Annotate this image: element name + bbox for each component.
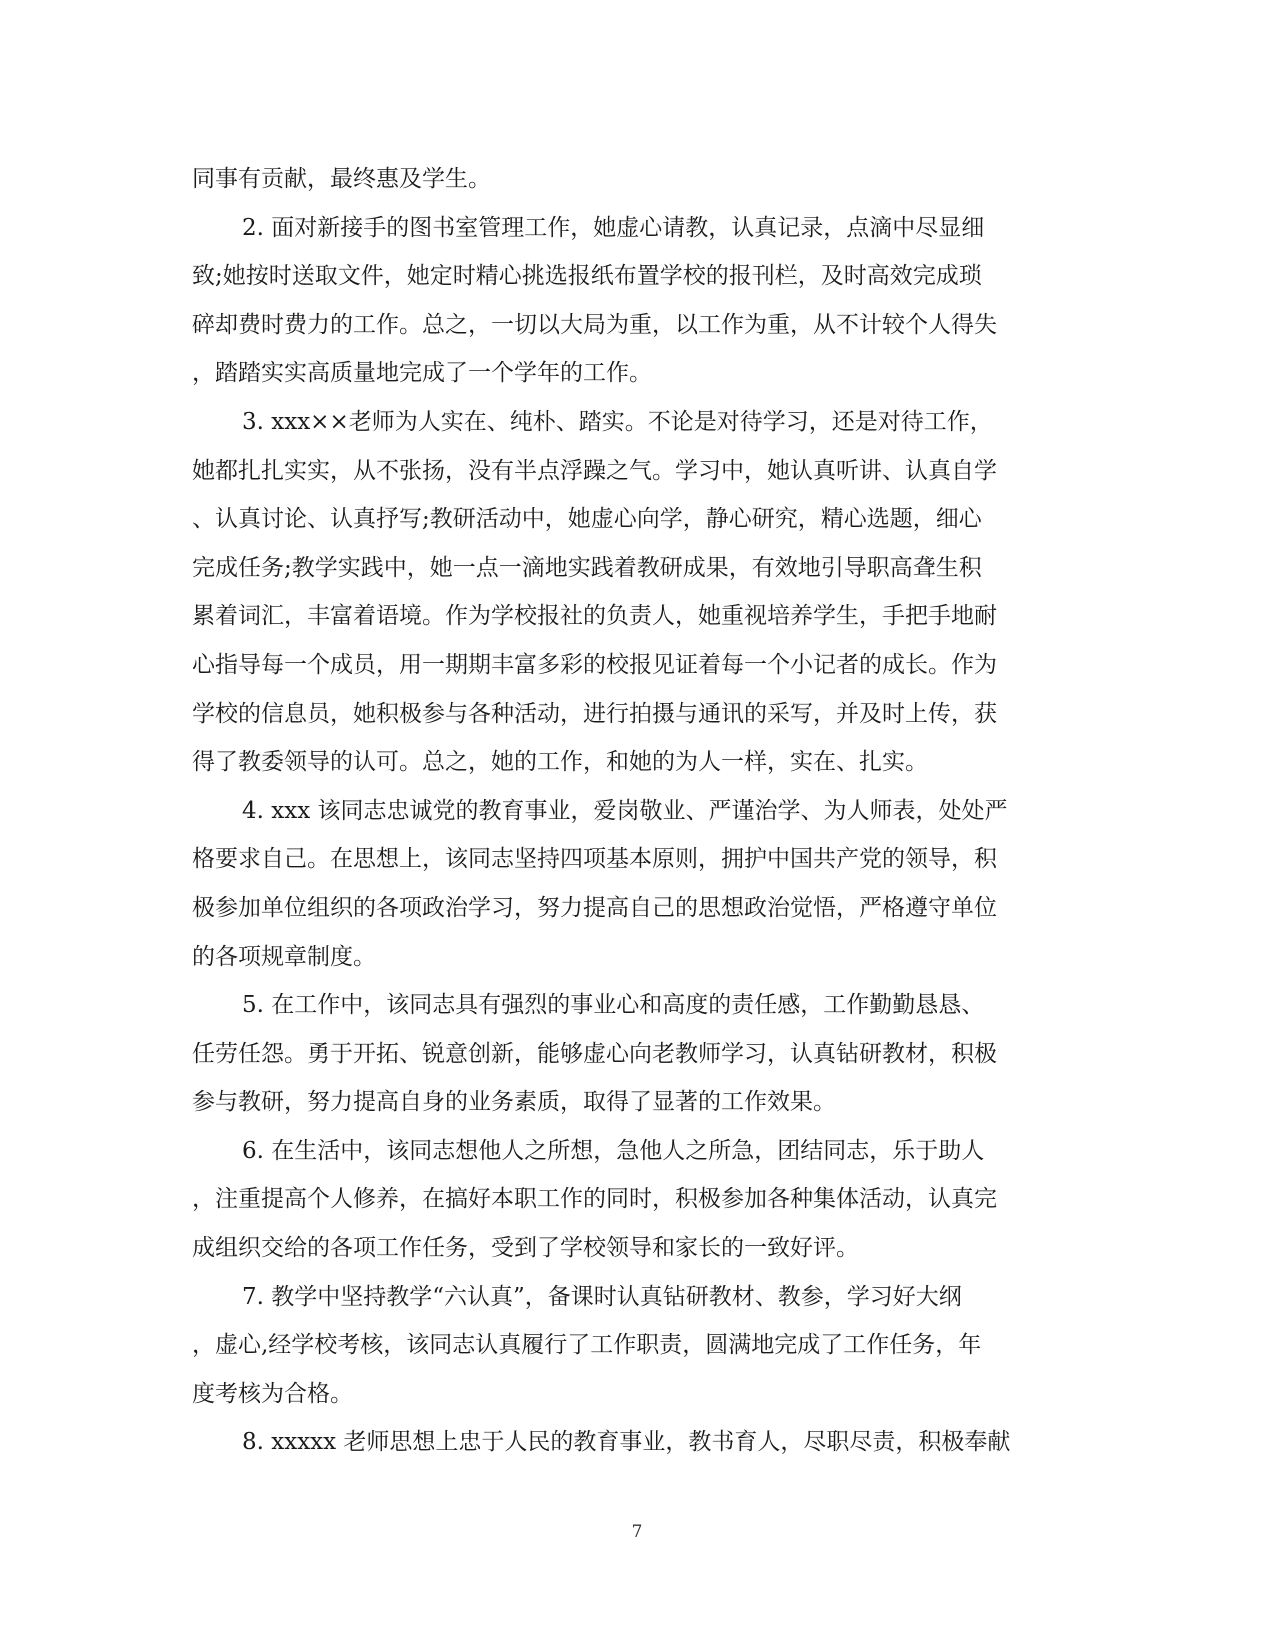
text-line: 学校的信息员，她积极参与各种活动，进行拍摄与通讯的采写，并及时上传，获: [192, 700, 997, 727]
text-line: 度考核为合格。: [192, 1380, 353, 1407]
text-line: 7. 教学中坚持教学“六认真”，备课时认真钻研教材、教参，学习好大纲: [242, 1283, 962, 1310]
text-line: 4. xxx 该同志忠诚党的教育事业，爱岗敬业、严谨治学、为人师表，处处严: [242, 797, 1008, 824]
text-line: 碎却费时费力的工作。总之，一切以大局为重，以工作为重，从不计较个人得失: [192, 311, 997, 338]
text-line: 格要求自己。在思想上，该同志坚持四项基本原则，拥护中国共产党的领导，积: [192, 846, 997, 873]
text-line: 6. 在生活中，该同志想他人之所想，急他人之所急，团结同志，乐于助人: [242, 1137, 985, 1164]
text-line: 同事有贡献，最终惠及学生。: [192, 166, 491, 192]
text-line: 任劳任怨。勇于开拓、锐意创新，能够虚心向老教师学习，认真钻研教材，积极: [192, 1040, 997, 1067]
text-line: 完成任务;教学实践中，她一点一滴地实践着教研成果，有效地引导职高聋生积: [192, 554, 982, 581]
text-line: 参与教研，努力提高自身的业务素质，取得了显著的工作效果。: [192, 1089, 836, 1116]
document-body: [192, 155, 1072, 1467]
text-line: ，踏踏实实高质量地完成了一个学年的工作。: [192, 360, 652, 387]
text-line: 3. xxx××老师为人实在、纯朴、踏实。不论是对待学习，还是对待工作，: [242, 408, 993, 435]
text-line: 得了教委领导的认可。总之，她的工作，和她的为人一样，实在、扎实。: [192, 749, 928, 776]
text-line: 她都扎扎实实，从不张扬，没有半点浮躁之气。学习中，她认真听讲、认真自学: [192, 457, 997, 484]
text-line: ，注重提高个人修养，在搞好本职工作的同时，积极参加各种集体活动，认真完: [192, 1186, 997, 1213]
text-line: 极参加单位组织的各项政治学习，努力提高自己的思想政治觉悟，严格遵守单位: [192, 894, 997, 921]
text-line: 2. 面对新接手的图书室管理工作，她虚心请教，认真记录，点滴中尽显细: [242, 214, 985, 241]
text-line: 心指导每一个成员，用一期期丰富多彩的校报见证着每一个小记者的成长。作为: [192, 651, 997, 678]
text-line: 的各项规章制度。: [192, 943, 376, 970]
text-line: 成组织交给的各项工作任务，受到了学校领导和家长的一致好评。: [192, 1235, 859, 1262]
text-line: 8. xxxxx 老师思想上忠于人民的教育事业，教书育人，尽职尽责，积极奉献: [242, 1429, 1011, 1456]
page-number: 7: [631, 1522, 643, 1542]
text-line: ，虚心,经学校考核，该同志认真履行了工作职责，圆满地完成了工作任务，年: [192, 1332, 982, 1359]
text-line: 、认真讨论、认真抒写;教研活动中，她虚心向学，静心研究，精心选题，细心: [192, 506, 982, 533]
text-line: 累着词汇，丰富着语境。作为学校报社的负责人，她重视培养学生，手把手地耐: [192, 603, 997, 630]
text-line: 5. 在工作中，该同志具有强烈的事业心和高度的责任感，工作勤勤恳恳、: [242, 992, 985, 1019]
text-line: 致;她按时送取文件，她定时精心挑选报纸布置学校的报刊栏，及时高效完成琐: [192, 263, 982, 290]
